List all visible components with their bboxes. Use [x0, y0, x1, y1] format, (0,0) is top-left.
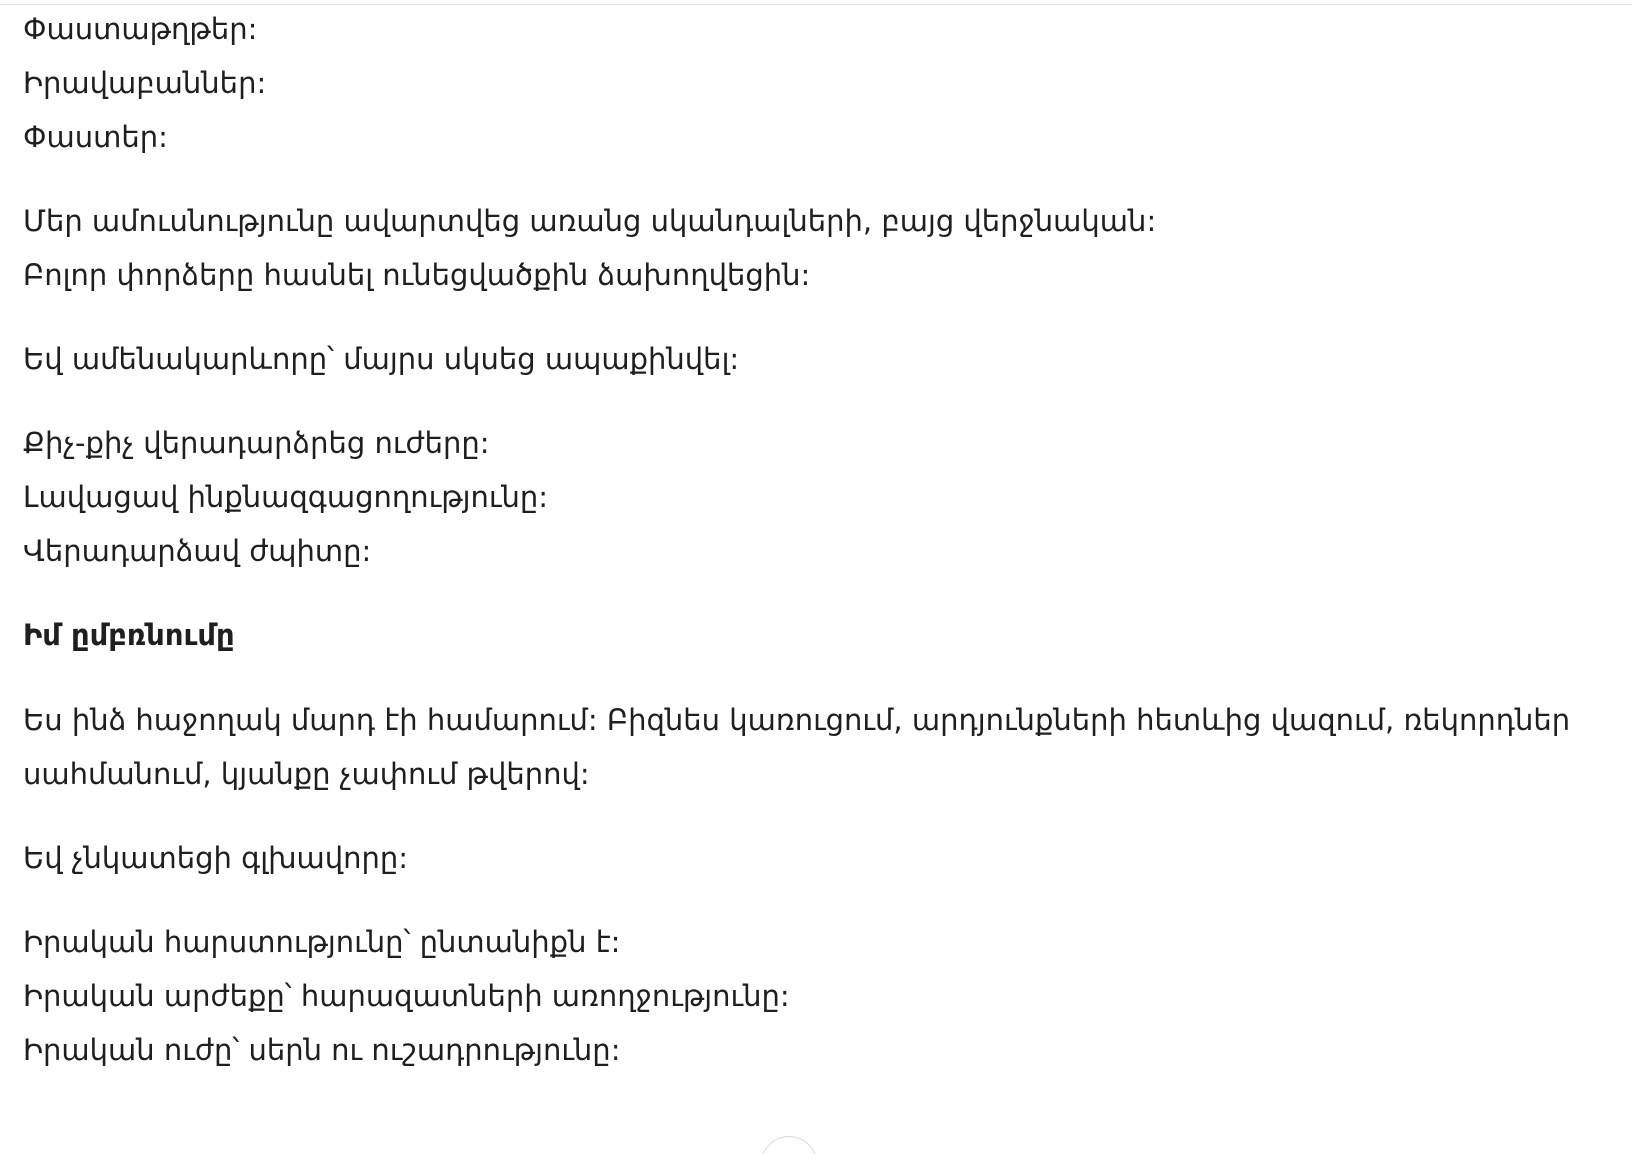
text-line: Լավացավ ինքնազգացողությունը: [23, 480, 549, 514]
top-divider [0, 4, 1632, 5]
text-line: սահմանում, կյանքը չափում թվերով: [23, 757, 590, 791]
text-line: Քիչ-քիչ վերադարձրեց ուժերը: [23, 426, 490, 460]
text-line: Բոլոր փորձերը հասնել ունեցվածքին ձախողվեցին: [23, 258, 811, 292]
text-line: Փաստեր: [23, 120, 168, 154]
text-line: Մեր ամուսնությունը ավարտվեց առանց սկանդալների, բայց վերջնական: [23, 204, 1157, 238]
text-line: Իրավաբաններ: [23, 66, 267, 100]
section-heading: Իմ ըմբռնումը [23, 618, 235, 652]
text-line: Եվ ամենակարևորը՝ մայրս սկսեց ապաքինվել: [23, 342, 740, 376]
text-line: Վերադարձավ ժպիտը: [23, 534, 372, 568]
text-line: Իրական արժեքը՝ հարազատների առողջությունը: [23, 979, 790, 1013]
text-line: Եվ չնկատեցի գլխավորը: [23, 841, 409, 875]
scroll-to-bottom-button[interactable] [761, 1136, 817, 1154]
text-line: Ես ինձ հաջողակ մարդ էի համարում: Բիզնես կառուցում, արդյունքների հետևից վազում, ռեկորդներ [23, 703, 1571, 737]
text-line: Փաստաթղթեր: [23, 12, 258, 46]
text-line: Իրական հարստությունը՝ ընտանիքն է: [23, 925, 621, 959]
text-line: Իրական ուժը՝ սերն ու ուշադրությունը: [23, 1033, 621, 1067]
